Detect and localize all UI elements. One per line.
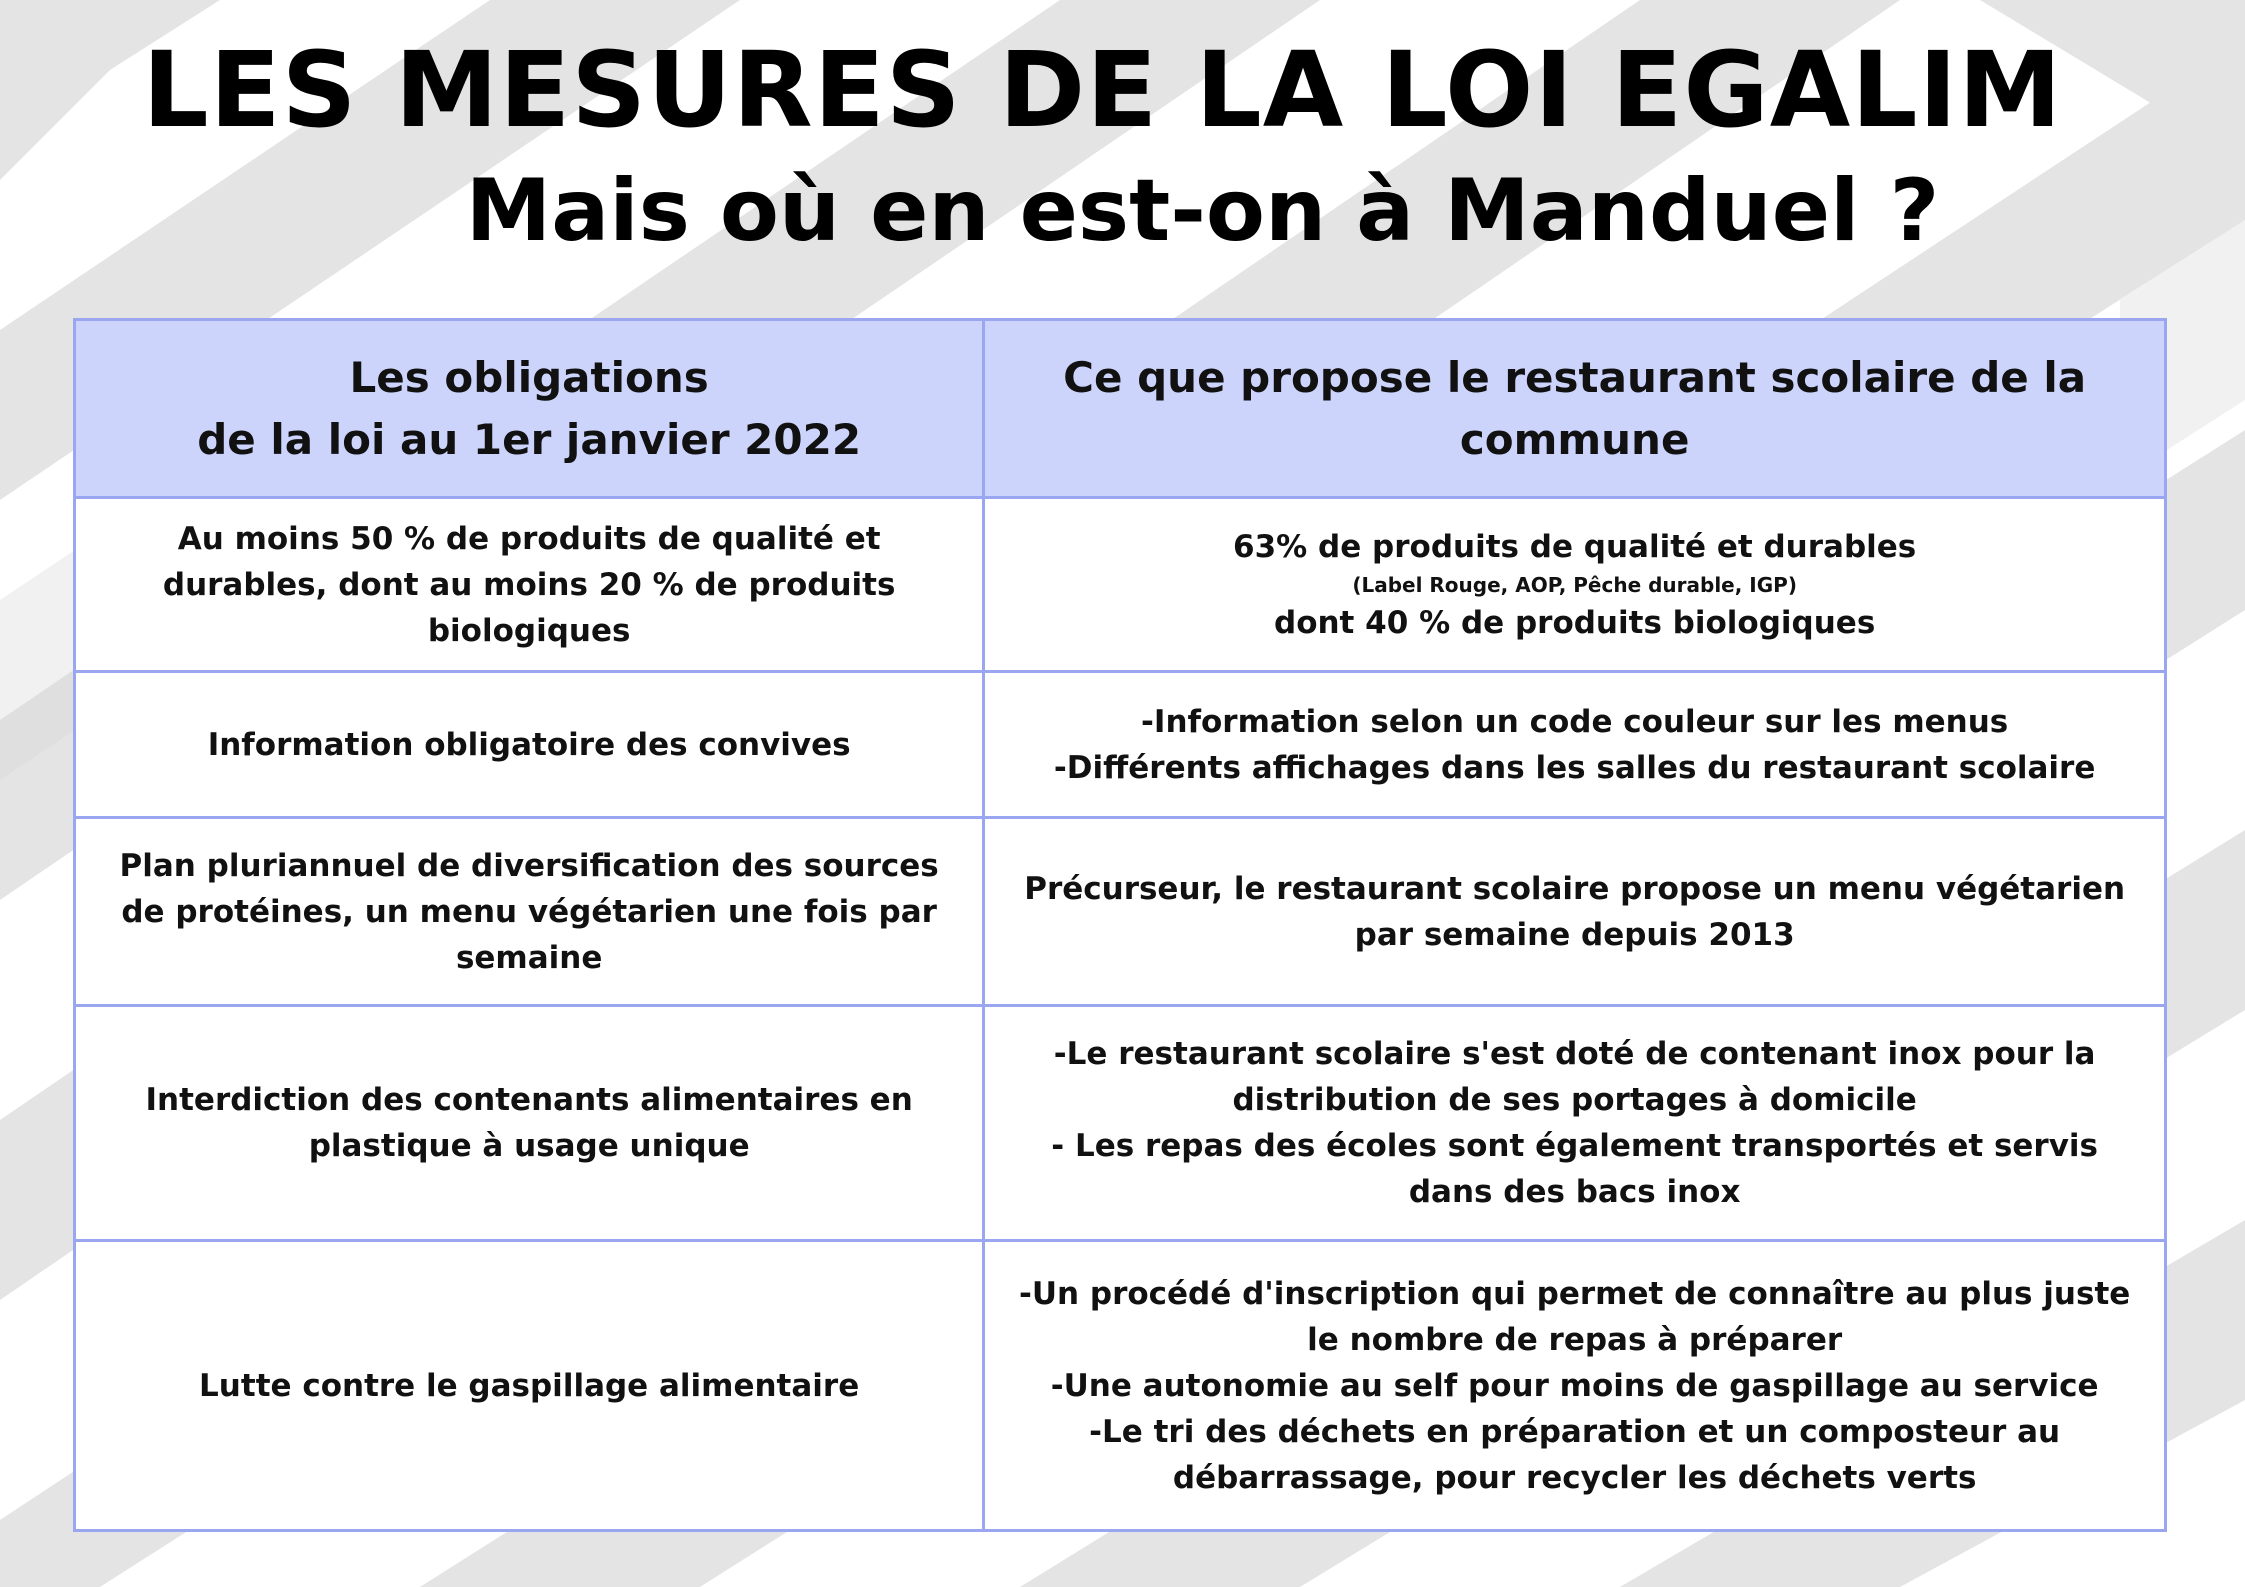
- header-obligations: [75, 320, 984, 498]
- table-row: [75, 818, 2166, 1006]
- row3-obligation: [75, 818, 984, 1006]
- row1-right-small: (Label Rouge, AOP, Pêche durable, IGP): [1352, 572, 1797, 597]
- row2-obligation: [75, 672, 984, 818]
- row5-right-line3: -Le tri des déchets en préparation et un composteur au débarrassage, pour recycler les déchets verts: [1089, 1413, 2061, 1496]
- row2-right-line1: -Information selon un code couleur sur les menus: [1141, 703, 2009, 740]
- row4-left-text: Interdiction des contenants alimentaires en plastique à usage unique: [145, 1082, 913, 1164]
- header-restaurant: [984, 320, 2166, 498]
- row5-right-line1: -Un procédé d'inscription qui permet de connaître au plus juste le nombre de repas à préparer: [1018, 1275, 2131, 1358]
- row5-left-text: Lutte contre le gaspillage alimentaire: [199, 1367, 860, 1404]
- row5-right-line2: -Une autonomie au self pour moins de gaspillage au service: [1050, 1367, 2099, 1404]
- row4-obligation: [75, 1006, 984, 1241]
- row1-right-line1: 63% de produits de qualité et durables: [1233, 528, 1917, 565]
- egalim-table: [73, 318, 2167, 1532]
- row1-left-text: Au moins 50 % de produits de qualité et durables, dont au moins 20 % de produits biologiques: [162, 520, 896, 649]
- table-row: [75, 1006, 2166, 1241]
- page-subtitle: Mais où en est-on à Manduel ?: [465, 161, 1940, 261]
- table-row: [75, 672, 2166, 818]
- row1-restaurant: [984, 498, 2166, 672]
- row2-left-text: Information obligatoire des convives: [207, 726, 851, 763]
- row4-right-line2: - Les repas des écoles sont également transportés et servis dans des bacs inox: [1051, 1128, 2099, 1210]
- row1-obligation: [75, 498, 984, 672]
- row2-right-line2: -Différents affichages dans les salles du restaurant scolaire: [1053, 749, 2096, 786]
- row4-restaurant: [984, 1006, 2166, 1241]
- row1-right-line2: dont 40 % de produits biologiques: [1274, 604, 1876, 641]
- table-header-row: [75, 320, 2166, 498]
- table-row: [75, 498, 2166, 672]
- row5-restaurant: [984, 1241, 2166, 1531]
- row3-right-line1: Précurseur, le restaurant scolaire propose un menu végétarien par semaine depuis 2013: [1024, 870, 2126, 953]
- row2-restaurant: [984, 672, 2166, 818]
- row4-right-line1: -Le restaurant scolaire s'est doté de contenant inox pour la distribution de ses portages à domicile: [1053, 1036, 2096, 1118]
- header-left-line2: de la loi au 1er janvier 2022: [197, 414, 862, 464]
- header-left-line1: Les obligations: [349, 352, 709, 402]
- header-right-text: Ce que propose le restaurant scolaire de la commune: [1063, 352, 2087, 464]
- page-title: LES MESURES DE LA LOI EGALIM: [142, 29, 2063, 151]
- table-row: [75, 1241, 2166, 1531]
- row3-left-text: Plan pluriannuel de diversification des sources de protéines, un menu végétarien une fois par semaine: [119, 847, 939, 976]
- row3-restaurant: [984, 818, 2166, 1006]
- row5-obligation: [75, 1241, 984, 1531]
